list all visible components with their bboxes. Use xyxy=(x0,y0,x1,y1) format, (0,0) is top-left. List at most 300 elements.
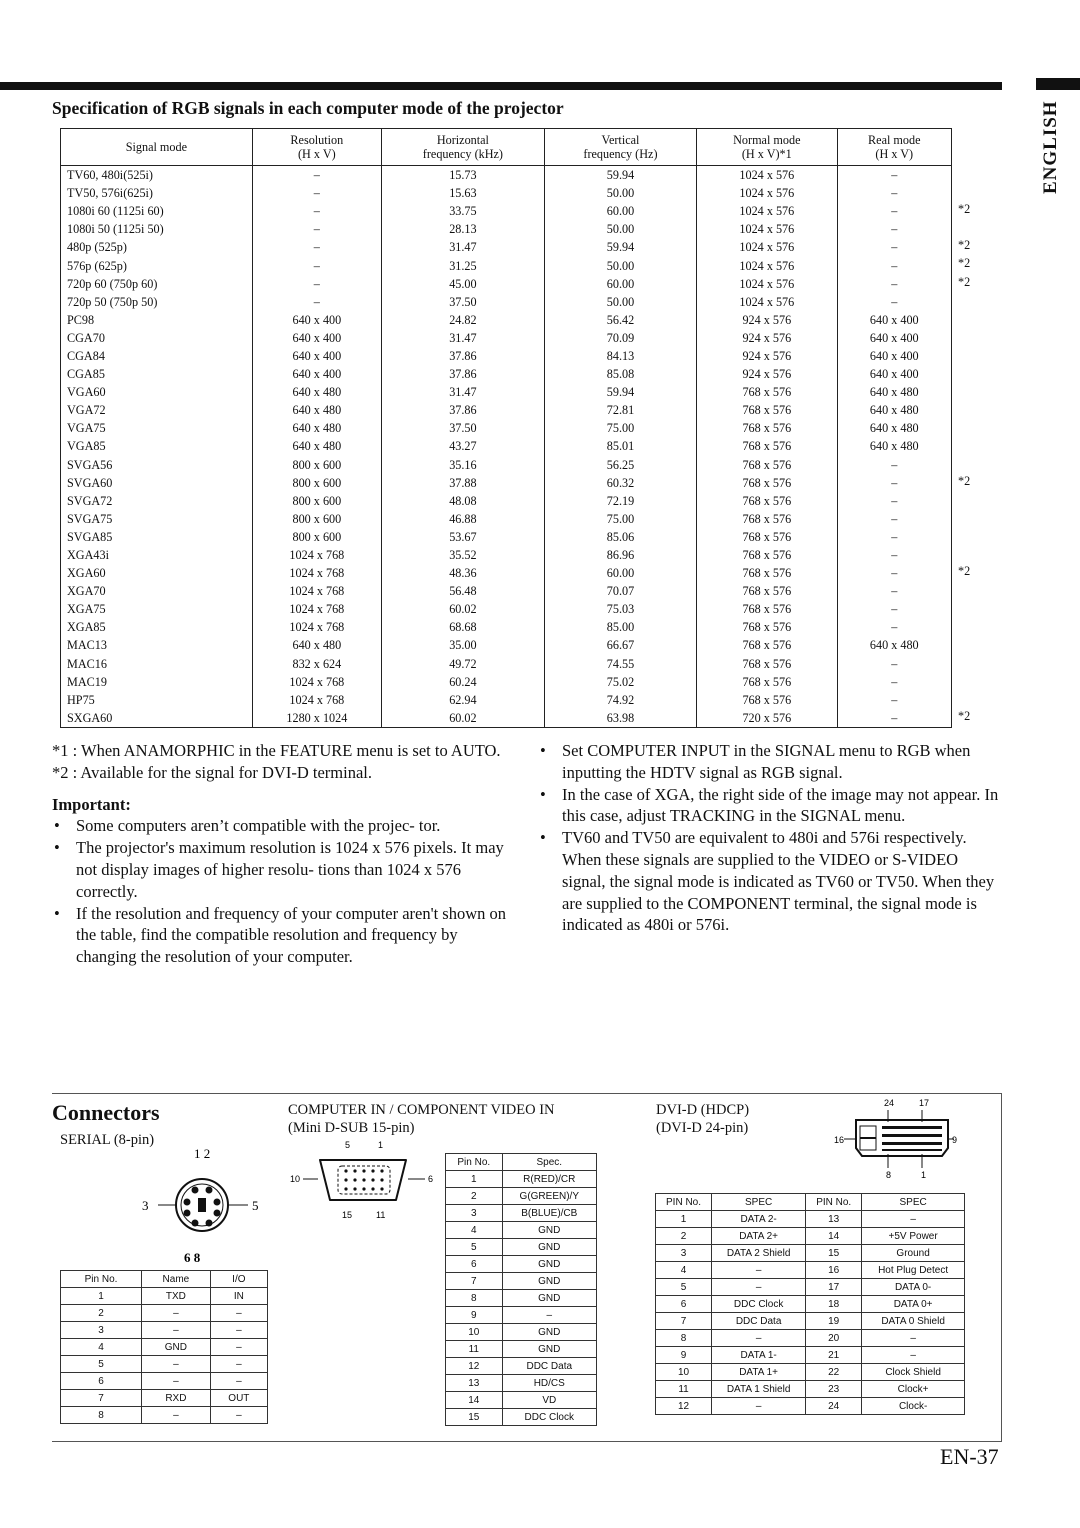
table-cell: GND xyxy=(502,1256,596,1273)
footnote-marker xyxy=(958,363,988,381)
bullet-mark: • xyxy=(540,784,546,804)
footnote-marker xyxy=(958,454,988,472)
table-cell: GND xyxy=(502,1324,596,1341)
table-cell: 45.00 xyxy=(381,275,544,293)
table-cell: 2 xyxy=(656,1228,712,1245)
table-cell: 86.96 xyxy=(544,546,696,564)
table-row xyxy=(61,365,952,383)
table-cell: 720p 50 (750p 50) xyxy=(61,293,253,311)
table-cell: MAC16 xyxy=(61,655,253,673)
dsub-pin-label: 5 xyxy=(345,1140,351,1150)
table-cell: 3 xyxy=(656,1245,712,1262)
footnote-marker xyxy=(958,689,988,707)
table-cell: 576p (625p) xyxy=(61,256,253,274)
table-cell: 48.36 xyxy=(381,564,544,582)
table-row xyxy=(61,220,952,238)
table-cell: TV60, 480i(525i) xyxy=(61,166,253,185)
table-cell: 46.88 xyxy=(381,510,544,528)
serial-label: SERIAL (8-pin) xyxy=(60,1132,155,1148)
table-cell: VGA85 xyxy=(61,437,253,455)
table-cell: 14 xyxy=(806,1228,862,1245)
table-cell: 31.25 xyxy=(381,256,544,274)
table-cell: 768 x 576 xyxy=(697,510,837,528)
right-notes xyxy=(538,740,1003,936)
table-cell: 1024 x 768 xyxy=(252,673,381,691)
table-cell: DATA 1+ xyxy=(712,1364,806,1381)
table-cell: 5 xyxy=(656,1279,712,1296)
table-row xyxy=(61,1322,268,1339)
table-cell: 60.00 xyxy=(544,202,696,220)
table-cell: 768 x 576 xyxy=(697,600,837,618)
table-cell: 924 x 576 xyxy=(697,311,837,329)
footnote-marker xyxy=(958,598,988,616)
footnote-marker: *2 xyxy=(958,708,971,723)
table-cell: 59.94 xyxy=(544,383,696,401)
table-row xyxy=(656,1347,965,1364)
table-cell: PC98 xyxy=(61,311,253,329)
table-row xyxy=(61,1407,268,1424)
table-cell: 50.00 xyxy=(544,220,696,238)
note-1: *1 : When ANAMORPHIC in the FEATURE menu is set to AUTO. xyxy=(52,741,501,760)
table-row xyxy=(61,528,952,546)
column-header xyxy=(252,129,381,166)
column-header xyxy=(61,129,253,166)
table-cell: 768 x 576 xyxy=(697,691,837,709)
table-cell: 768 x 576 xyxy=(697,528,837,546)
table-cell: GND xyxy=(502,1273,596,1290)
table-cell: 60.02 xyxy=(381,600,544,618)
footnote-marker: *2 xyxy=(958,202,971,217)
table-cell: 1024 x 576 xyxy=(697,202,837,220)
column-header-line: Signal mode xyxy=(125,140,187,154)
table-cell: 1280 x 1024 xyxy=(252,709,381,728)
table-row xyxy=(656,1330,965,1347)
table-cell: GND xyxy=(502,1222,596,1239)
bullet-item xyxy=(538,784,1003,828)
table-cell: 768 x 576 xyxy=(697,492,837,510)
computer-sublabel: (Mini D-SUB 15-pin) xyxy=(288,1120,415,1136)
table-cell: 68.68 xyxy=(381,618,544,636)
table-cell: 720 x 576 xyxy=(697,709,837,728)
table-cell: 768 x 576 xyxy=(697,419,837,437)
table-cell: – xyxy=(210,1356,267,1373)
table-cell: 20 xyxy=(806,1330,862,1347)
table-cell: 3 xyxy=(446,1205,503,1222)
table-cell: GND xyxy=(502,1239,596,1256)
table-row xyxy=(61,1356,268,1373)
dsub-pin-label: 10 xyxy=(290,1174,301,1184)
table-row xyxy=(61,238,952,256)
table-cell: TV50, 576i(625i) xyxy=(61,184,253,202)
bullet-text: TV60 and TV50 are equivalent to 480i and 576i respectively. When these signals are supplied to the VIDEO or S-VIDEO signal, the signal mode is indicated as TV60 or TV50. When they are supplied to the COMPONENT terminal, the signal mode is indicated as 480i or 576i. xyxy=(562,828,995,935)
column-header-line: (H x V) xyxy=(875,147,914,161)
table-row xyxy=(61,275,952,293)
table-cell: 49.72 xyxy=(381,655,544,673)
table-cell: 800 x 600 xyxy=(252,474,381,492)
table-cell: Hot Plug Detect xyxy=(862,1262,965,1279)
table-row xyxy=(446,1188,597,1205)
dsub-connector-icon xyxy=(288,1138,440,1224)
table-cell: HP75 xyxy=(61,691,253,709)
footnote-marker xyxy=(958,345,988,363)
table-cell: 72.19 xyxy=(544,492,696,510)
table-row xyxy=(61,655,952,673)
table-cell: – xyxy=(712,1262,806,1279)
table-cell: 640 x 480 xyxy=(837,401,951,419)
table-cell: 1024 x 576 xyxy=(697,238,837,256)
table-cell: Clock Shield xyxy=(862,1364,965,1381)
table-cell: DATA 0+ xyxy=(862,1296,965,1313)
table-cell: – xyxy=(837,582,951,600)
column-header: Spec. xyxy=(502,1154,596,1171)
important-list xyxy=(52,815,522,968)
serial-connector-icon xyxy=(140,1140,270,1270)
table-cell: DATA 2+ xyxy=(712,1228,806,1245)
table-row xyxy=(656,1211,965,1228)
table-cell: 640 x 480 xyxy=(837,437,951,455)
table-cell: – xyxy=(837,474,951,492)
table-cell: 924 x 576 xyxy=(697,365,837,383)
table-cell: 15 xyxy=(446,1409,503,1426)
table-cell: – xyxy=(862,1347,965,1364)
table-cell: 640 x 400 xyxy=(252,347,381,365)
footnote-marker xyxy=(958,417,988,435)
table-cell: 62.94 xyxy=(381,691,544,709)
table-cell: 768 x 576 xyxy=(697,474,837,492)
bullet-text: Some computers aren’t compatible with the projec- tor. xyxy=(76,816,441,836)
table-cell: 75.00 xyxy=(544,510,696,528)
table-cell: 28.13 xyxy=(381,220,544,238)
table-row xyxy=(61,347,952,365)
dvi-pin-label: 16 xyxy=(834,1135,845,1145)
table-cell: SXGA60 xyxy=(61,709,253,728)
table-cell: – xyxy=(142,1356,211,1373)
table-cell: 74.92 xyxy=(544,691,696,709)
table-cell: 24.82 xyxy=(381,311,544,329)
table-cell: – xyxy=(837,238,951,256)
bullet-mark: • xyxy=(540,828,546,848)
table-cell: SVGA72 xyxy=(61,492,253,510)
footnote-column xyxy=(958,164,988,725)
table-cell: 1024 x 768 xyxy=(252,618,381,636)
table-cell: – xyxy=(210,1322,267,1339)
sidebar-tab xyxy=(1036,78,1080,90)
table-row xyxy=(61,1390,268,1407)
table-cell: 60.32 xyxy=(544,474,696,492)
table-cell: 2 xyxy=(446,1188,503,1205)
table-cell: 1024 x 768 xyxy=(252,600,381,618)
table-cell: 768 x 576 xyxy=(697,655,837,673)
table-cell: – xyxy=(837,510,951,528)
table-cell: 480p (525p) xyxy=(61,238,253,256)
table-cell: 10 xyxy=(446,1324,503,1341)
table-cell: 19 xyxy=(806,1313,862,1330)
table-cell: – xyxy=(252,184,381,202)
table-cell: 85.00 xyxy=(544,618,696,636)
table-cell: – xyxy=(837,456,951,474)
table-cell: – xyxy=(837,546,951,564)
table-cell: 60.24 xyxy=(381,673,544,691)
table-cell: 2 xyxy=(61,1305,142,1322)
table-cell: 12 xyxy=(446,1358,503,1375)
footnote-marker: *2 xyxy=(958,473,971,488)
table-cell: 22 xyxy=(806,1364,862,1381)
table-row xyxy=(656,1296,965,1313)
table-cell: Clock- xyxy=(862,1398,965,1415)
table-cell: 35.00 xyxy=(381,636,544,654)
table-cell: GND xyxy=(502,1341,596,1358)
footnote-marker xyxy=(958,309,988,327)
table-cell: – xyxy=(862,1330,965,1347)
table-cell: 16 xyxy=(806,1262,862,1279)
footnote-marker xyxy=(958,490,988,508)
table-row xyxy=(61,474,952,492)
table-row xyxy=(61,709,952,728)
bullet-text: Set COMPUTER INPUT in the SIGNAL menu to RGB when inputting the HDTV signal as RGB signal. xyxy=(562,741,971,782)
table-cell: 6 xyxy=(446,1256,503,1273)
table-cell: CGA70 xyxy=(61,329,253,347)
table-cell: 5 xyxy=(61,1356,142,1373)
table-cell: 4 xyxy=(446,1222,503,1239)
table-cell: 768 x 576 xyxy=(697,582,837,600)
table-cell: 640 x 400 xyxy=(837,311,951,329)
table-cell: – xyxy=(210,1373,267,1390)
table-cell: – xyxy=(837,655,951,673)
table-cell: Ground xyxy=(862,1245,965,1262)
column-header xyxy=(837,129,951,166)
column-header xyxy=(544,129,696,166)
bullet-item xyxy=(52,903,522,968)
table-cell: CGA84 xyxy=(61,347,253,365)
table-cell: 800 x 600 xyxy=(252,510,381,528)
table-cell: 85.06 xyxy=(544,528,696,546)
table-row xyxy=(61,691,952,709)
table-cell: XGA75 xyxy=(61,600,253,618)
table-cell: – xyxy=(252,238,381,256)
table-cell: 768 x 576 xyxy=(697,383,837,401)
table-row xyxy=(446,1392,597,1409)
table-row xyxy=(61,600,952,618)
dvi-pin-table xyxy=(655,1193,965,1415)
table-row xyxy=(446,1307,597,1324)
dvi-connector-icon xyxy=(830,1096,965,1184)
table-cell: 50.00 xyxy=(544,293,696,311)
table-cell: 8 xyxy=(656,1330,712,1347)
table-row xyxy=(656,1313,965,1330)
footnote-marker xyxy=(958,616,988,634)
footnote-marker: *2 xyxy=(958,564,971,579)
table-row xyxy=(446,1324,597,1341)
table-cell: 7 xyxy=(656,1313,712,1330)
column-header-line: (H x V) xyxy=(298,147,336,161)
table-cell: 56.42 xyxy=(544,311,696,329)
page-number: EN-37 xyxy=(940,1444,999,1469)
table-row xyxy=(61,582,952,600)
table-row xyxy=(61,437,952,455)
table-cell: Clock+ xyxy=(862,1381,965,1398)
table-cell: 15.63 xyxy=(381,184,544,202)
language-label: ENGLISH xyxy=(1040,100,1061,194)
table-cell: 84.13 xyxy=(544,347,696,365)
table-cell: – xyxy=(712,1398,806,1415)
table-cell: 37.86 xyxy=(381,347,544,365)
table-cell: 640 x 480 xyxy=(837,419,951,437)
footnote-marker: *2 xyxy=(958,256,971,271)
table-cell: 800 x 600 xyxy=(252,528,381,546)
footnote-marker xyxy=(958,653,988,671)
table-cell: – xyxy=(837,709,951,728)
table-row xyxy=(446,1290,597,1307)
table-cell: 85.01 xyxy=(544,437,696,455)
table-row xyxy=(656,1398,965,1415)
table-cell: 6 xyxy=(61,1373,142,1390)
table-cell: 640 x 480 xyxy=(252,383,381,401)
table-cell: 24 xyxy=(806,1398,862,1415)
table-row xyxy=(656,1381,965,1398)
table-cell: 640 x 480 xyxy=(252,419,381,437)
table-cell: 1080i 60 (1125i 60) xyxy=(61,202,253,220)
table-cell: 1024 x 768 xyxy=(252,564,381,582)
table-cell: 21 xyxy=(806,1347,862,1364)
footnote-marker xyxy=(958,291,988,309)
table-cell: – xyxy=(252,220,381,238)
table-cell: DATA 1- xyxy=(712,1347,806,1364)
table-row xyxy=(61,256,952,274)
column-header-line: Vertical xyxy=(601,133,640,147)
note-2: *2 : Available for the signal for DVI-D terminal. xyxy=(52,762,372,782)
table-cell: – xyxy=(837,184,951,202)
table-row xyxy=(61,1339,268,1356)
table-cell: 23 xyxy=(806,1381,862,1398)
column-header-line: frequency (kHz) xyxy=(422,147,503,161)
table-row xyxy=(61,419,952,437)
table-cell: MAC19 xyxy=(61,673,253,691)
column-header: PIN No. xyxy=(806,1194,862,1211)
table-cell: OUT xyxy=(210,1390,267,1407)
spec-title: Specification of RGB signals in each computer mode of the projector xyxy=(52,98,564,118)
serial-pin-label: 3 xyxy=(142,1198,149,1213)
table-cell: – xyxy=(837,256,951,274)
table-row xyxy=(446,1171,597,1188)
table-cell: – xyxy=(252,166,381,185)
dsub-pin-label: 6 xyxy=(428,1174,434,1184)
table-cell: 33.75 xyxy=(381,202,544,220)
table-cell: 1024 x 576 xyxy=(697,275,837,293)
table-cell: – xyxy=(502,1307,596,1324)
column-header-line: Normal mode xyxy=(733,133,801,147)
table-row xyxy=(656,1364,965,1381)
footnote-marker: *2 xyxy=(958,238,971,253)
table-row xyxy=(61,456,952,474)
column-header-line: Resolution xyxy=(290,133,344,147)
footnote-marker xyxy=(958,634,988,652)
table-row xyxy=(446,1273,597,1290)
table-row xyxy=(61,293,952,311)
column-header: I/O xyxy=(210,1271,267,1288)
table-cell: 768 x 576 xyxy=(697,401,837,419)
bullet-mark: • xyxy=(54,816,60,836)
table-row xyxy=(61,1288,268,1305)
table-cell: – xyxy=(837,492,951,510)
footnote-marker xyxy=(958,327,988,345)
table-cell: 4 xyxy=(656,1262,712,1279)
table-cell: 60.02 xyxy=(381,709,544,728)
table-cell: R(RED)/CR xyxy=(502,1171,596,1188)
table-cell: 3 xyxy=(61,1322,142,1339)
table-cell: DATA 1 Shield xyxy=(712,1381,806,1398)
table-cell: 10 xyxy=(656,1364,712,1381)
table-cell: 37.50 xyxy=(381,293,544,311)
bullet-mark: • xyxy=(54,903,60,923)
table-cell: G(GREEN)/Y xyxy=(502,1188,596,1205)
table-cell: 720p 60 (750p 60) xyxy=(61,275,253,293)
table-row xyxy=(446,1341,597,1358)
table-cell: SVGA75 xyxy=(61,510,253,528)
table-cell: 13 xyxy=(446,1375,503,1392)
table-cell: 800 x 600 xyxy=(252,456,381,474)
table-cell: 640 x 400 xyxy=(837,365,951,383)
table-cell: 43.27 xyxy=(381,437,544,455)
column-header: Pin No. xyxy=(446,1154,503,1171)
table-cell: 1 xyxy=(446,1171,503,1188)
table-cell: – xyxy=(210,1305,267,1322)
important-heading: Important: xyxy=(52,794,131,814)
table-cell: 37.88 xyxy=(381,474,544,492)
bullet-item xyxy=(52,815,522,837)
bullet-item xyxy=(52,837,522,902)
table-cell: 72.81 xyxy=(544,401,696,419)
table-row xyxy=(61,202,952,220)
table-cell: DATA 0 Shield xyxy=(862,1313,965,1330)
table-cell: 66.67 xyxy=(544,636,696,654)
footnote-marker xyxy=(958,508,988,526)
table-cell: TXD xyxy=(142,1288,211,1305)
table-cell: – xyxy=(252,202,381,220)
spec-table xyxy=(60,128,952,728)
table-cell: 640 x 480 xyxy=(252,401,381,419)
table-cell: – xyxy=(837,691,951,709)
table-row xyxy=(446,1222,597,1239)
column-header-line: Real mode xyxy=(868,133,921,147)
bullet-text: If the resolution and frequency of your computer aren't shown on the table, find the compatible resolution and frequency by changing the resolution of your computer. xyxy=(76,903,507,967)
column-header: SPEC xyxy=(712,1194,806,1211)
table-cell: GND xyxy=(142,1339,211,1356)
table-cell: VGA60 xyxy=(61,383,253,401)
table-cell: 53.67 xyxy=(381,528,544,546)
table-cell: XGA70 xyxy=(61,582,253,600)
dvi-pin-label: 1 xyxy=(921,1170,927,1180)
table-cell: 50.00 xyxy=(544,256,696,274)
table-row xyxy=(61,1305,268,1322)
table-cell: 768 x 576 xyxy=(697,437,837,455)
table-cell: 640 x 400 xyxy=(837,329,951,347)
table-cell: DDC Clock xyxy=(502,1409,596,1426)
table-row xyxy=(61,383,952,401)
table-cell: B(BLUE)/CB xyxy=(502,1205,596,1222)
column-header: Name xyxy=(142,1271,211,1288)
table-cell: HD/CS xyxy=(502,1375,596,1392)
table-cell: – xyxy=(837,618,951,636)
table-cell: 1 xyxy=(656,1211,712,1228)
table-cell: CGA85 xyxy=(61,365,253,383)
column-header-line: Horizontal xyxy=(436,133,489,147)
table-cell: 1024 x 768 xyxy=(252,546,381,564)
computer-label: COMPUTER IN / COMPONENT VIDEO IN xyxy=(288,1102,555,1118)
table-cell: 56.48 xyxy=(381,582,544,600)
column-header: SPEC xyxy=(862,1194,965,1211)
table-cell: – xyxy=(837,564,951,582)
table-cell: 1024 x 576 xyxy=(697,293,837,311)
